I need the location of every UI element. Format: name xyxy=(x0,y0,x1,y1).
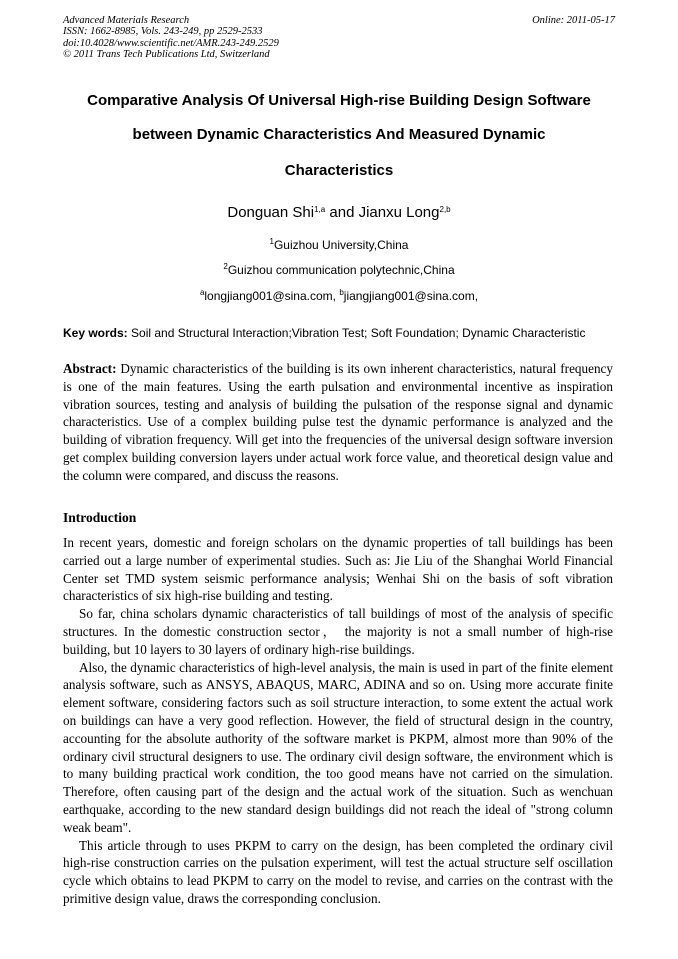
abstract-text: Dynamic characteristics of the building is its own inherent characteristics, natural frequency is one of the main features. Using the earth pulsation and environmental incentive as inspiration vibration sources, testing and analysis of building the pulsation of the response signal and dynamic characteristics. Use of a complex building pulse test the dynamic performance is analyzed and the building of vibration frequency. Will get into the frequencies of the universal design software inversion get complex building conversion layers under actual work force value, and theoretical design value and the column were compared, and discuss the reasons. xyxy=(63,361,613,483)
author-1: Donguan Shi xyxy=(227,204,315,221)
keywords xyxy=(63,326,623,340)
author-line xyxy=(40,204,638,221)
affiliation-2 xyxy=(40,263,638,277)
author-2: Jianxu Long xyxy=(358,204,440,221)
email-b: jiangjiang001@sina.com, xyxy=(343,289,479,303)
journal-name: Advanced Materials Research xyxy=(63,15,190,26)
email-line xyxy=(40,289,638,303)
intro-paragraph-3: Also, the dynamic characteristics of high-level analysis, the main is used in part of the finite element analysis software, such as ANSYS, ABAQUS, MARC, ADINA and so on. Using more accurate finite element software, considering factors such as soil structure interaction, to some extent the actual work on buildings can have a very good reflection. However, the field of structural design in the country, accounting for the absolute authority of the software market is PKPM, almost more than 90% of the ordinary civil structural designers to use. The ordinary civil design software, the environment which is to many building practical work condition, the too good means have not carried on the simulation. Therefore, often causing part of the design and the actual work of the situation. Such as wenchuan earthquake, according to the new standard design buildings did not reach the ideal of "strong column weak beam". xyxy=(63,659,613,835)
issn-line: ISSN: 1662-8985, Vols. 243-249, pp 2529-2533 xyxy=(63,26,263,38)
abstract-label: Abstract: xyxy=(63,361,117,376)
copyright-line: © 2011 Trans Tech Publications Ltd, Switzerland xyxy=(63,48,270,60)
paper-title-line-2: between Dynamic Characteristics And Measured Dynamic xyxy=(132,126,546,143)
email-a-mark: a xyxy=(199,288,205,297)
abstract xyxy=(63,360,613,485)
author-1-affil: 1,a xyxy=(314,205,326,214)
journal-header xyxy=(63,15,615,60)
affiliation-1-mark: 1 xyxy=(269,237,274,246)
introduction-body xyxy=(63,534,613,908)
email-b-mark: b xyxy=(339,288,344,297)
author-2-affil: 2,b xyxy=(439,205,451,214)
keywords-text: Soil and Structural Interaction;Vibration Test; Soft Foundation; Dynamic Characteristic xyxy=(127,326,586,340)
introduction-heading: Introduction xyxy=(63,510,137,525)
intro-paragraph-2: So far, china scholars dynamic characteristics of tall buildings of most of the analysis of specific structures. In the domestic construction sector， the majority is not a small number of high-rise building, but 10 layers to 30 layers of ordinary high-rise buildings. xyxy=(63,606,613,657)
affiliation-1 xyxy=(40,238,638,252)
intro-paragraph-4: This article through to uses PKPM to carry on the design, has been completed the ordinary civil high-rise construction carries on the pulsation experiment, will test the actual structure self oscillation cycle which obtains to lead PKPM to carry on the model to revise, and carries on the contrast with the primitive design value, draws the corresponding conclusion. xyxy=(63,837,613,906)
doi-line: doi:10.4028/www.scientific.net/AMR.243-249.2529 xyxy=(63,37,279,49)
online-date: Online: 2011-05-17 xyxy=(532,15,615,26)
email-a: longjiang001@sina.com, xyxy=(204,289,340,303)
intro-paragraph-1: In recent years, domestic and foreign scholars on the dynamic properties of tall buildings has been carried out a large number of experimental studies. Such as: Jie Liu of the Shanghai World Financial Center set TMD system seismic performance analysis; Wenhai Shi on the basis of soft vibration characteristics of six high-rise building and testing. xyxy=(63,535,613,604)
paper-title-line-1: Comparative Analysis Of Universal High-rise Building Design Software xyxy=(87,92,591,109)
affiliation-1-text: Guizhou University,China xyxy=(273,238,409,252)
paper-title-line-3: Characteristics xyxy=(284,162,394,179)
keywords-label: Key words: xyxy=(63,326,128,340)
author-conjunction: and xyxy=(325,204,359,221)
affiliation-2-mark: 2 xyxy=(223,262,228,271)
affiliation-2-text: Guizhou communication polytechnic,China xyxy=(227,263,455,277)
